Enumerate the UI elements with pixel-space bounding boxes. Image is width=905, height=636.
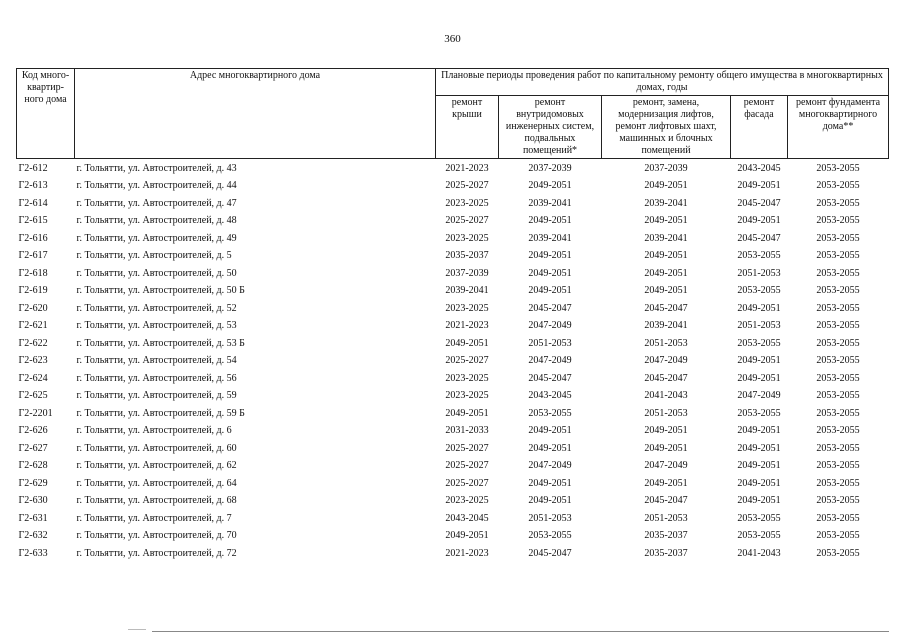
cell-roof: 2025-2027 — [445, 215, 489, 227]
scan-mark — [128, 629, 146, 630]
table-row — [17, 545, 889, 563]
cell-foundation: 2053-2055 — [816, 162, 860, 174]
cell-foundation: 2053-2055 — [816, 337, 860, 349]
table-row — [17, 283, 889, 301]
table-row — [17, 248, 889, 266]
cell-elevators: 2051-2053 — [644, 337, 688, 349]
cell-foundation: 2053-2055 — [816, 267, 860, 279]
cell-code: Г2-628 — [18, 460, 48, 472]
cell-roof: 2049-2051 — [445, 530, 489, 542]
table-row — [17, 458, 889, 476]
cell-code: Г2-617 — [18, 250, 48, 262]
cell-foundation: 2053-2055 — [816, 302, 860, 314]
cell-elevators: 2051-2053 — [644, 407, 688, 419]
cell-address: г. Тольятти, ул. Автостроителей, д. 53 — [76, 320, 237, 332]
cell-foundation: 2053-2055 — [816, 232, 860, 244]
cell-facade: 2051-2053 — [737, 320, 781, 332]
cell-systems: 2049-2051 — [528, 267, 572, 279]
cell-roof: 2021-2023 — [445, 162, 489, 174]
cell-code: Г2-630 — [18, 495, 48, 507]
cell-systems: 2049-2051 — [528, 250, 572, 262]
cell-facade: 2049-2051 — [737, 372, 781, 384]
cell-elevators: 2039-2041 — [644, 197, 688, 209]
cell-code: Г2-623 — [18, 355, 48, 367]
table-row — [17, 440, 889, 458]
cell-address: г. Тольятти, ул. Автостроителей, д. 60 — [76, 442, 237, 454]
cell-roof: 2025-2027 — [445, 355, 489, 367]
cell-elevators: 2045-2047 — [644, 495, 688, 507]
cell-systems: 2053-2055 — [528, 530, 572, 542]
table-row — [17, 335, 889, 353]
cell-address: г. Тольятти, ул. Автостроителей, д. 50 Б — [76, 285, 245, 297]
cell-elevators: 2037-2039 — [644, 162, 688, 174]
cell-elevators: 2049-2051 — [644, 250, 688, 262]
cell-roof: 2023-2025 — [445, 495, 489, 507]
cell-systems: 2047-2049 — [528, 320, 572, 332]
cell-code: Г2-620 — [18, 302, 48, 314]
cell-address: г. Тольятти, ул. Автостроителей, д. 72 — [76, 547, 237, 559]
cell-code: Г2-629 — [18, 477, 48, 489]
cell-facade: 2053-2055 — [737, 512, 781, 524]
cell-elevators: 2041-2043 — [644, 390, 688, 402]
cell-roof: 2023-2025 — [445, 372, 489, 384]
cell-systems: 2045-2047 — [528, 547, 572, 559]
cell-roof: 2035-2037 — [445, 250, 489, 262]
table-row — [17, 195, 889, 213]
cell-code: Г2-627 — [18, 442, 48, 454]
cell-elevators: 2049-2051 — [644, 215, 688, 227]
table-row — [17, 493, 889, 511]
cell-foundation: 2053-2055 — [816, 512, 860, 524]
cell-facade: 2049-2051 — [737, 425, 781, 437]
cell-foundation: 2053-2055 — [816, 425, 860, 437]
cell-code: Г2-631 — [18, 512, 48, 524]
cell-address: г. Тольятти, ул. Автостроителей, д. 44 — [76, 180, 237, 192]
cell-facade: 2051-2053 — [737, 267, 781, 279]
table-row — [17, 405, 889, 423]
cell-code: Г2-614 — [18, 197, 48, 209]
cell-code: Г2-626 — [18, 425, 48, 437]
cell-code: Г2-612 — [18, 162, 48, 174]
capital-repair-table — [16, 68, 889, 563]
cell-roof: 2039-2041 — [445, 285, 489, 297]
cell-facade: 2041-2043 — [737, 547, 781, 559]
cell-roof: 2025-2027 — [445, 442, 489, 454]
cell-address: г. Тольятти, ул. Автостроителей, д. 7 — [76, 512, 232, 524]
cell-facade: 2045-2047 — [737, 232, 781, 244]
cell-facade: 2049-2051 — [737, 302, 781, 314]
table-row — [17, 300, 889, 318]
cell-roof: 2025-2027 — [445, 180, 489, 192]
cell-systems: 2053-2055 — [528, 407, 572, 419]
cell-elevators: 2039-2041 — [644, 232, 688, 244]
table-row — [17, 213, 889, 231]
cell-elevators: 2035-2037 — [644, 547, 688, 559]
cell-roof: 2025-2027 — [445, 477, 489, 489]
cell-facade: 2049-2051 — [737, 495, 781, 507]
cell-roof: 2049-2051 — [445, 407, 489, 419]
cell-roof: 2023-2025 — [445, 197, 489, 209]
cell-elevators: 2049-2051 — [644, 285, 688, 297]
cell-roof: 2043-2045 — [445, 512, 489, 524]
cell-foundation: 2053-2055 — [816, 530, 860, 542]
header-elevators: ремонт, замена, модернизация лифтов, ремонт лифтовых шахт, машинных и блочных помещений — [602, 96, 731, 159]
cell-systems: 2049-2051 — [528, 442, 572, 454]
cell-systems: 2049-2051 — [528, 180, 572, 192]
cell-code: Г2-624 — [18, 372, 48, 384]
cell-code: Г2-619 — [18, 285, 48, 297]
cell-systems: 2037-2039 — [528, 162, 572, 174]
cell-systems: 2049-2051 — [528, 477, 572, 489]
cell-elevators: 2045-2047 — [644, 372, 688, 384]
table-row — [17, 265, 889, 283]
cell-systems: 2047-2049 — [528, 460, 572, 472]
cell-address: г. Тольятти, ул. Автостроителей, д. 52 — [76, 302, 237, 314]
table-row — [17, 475, 889, 493]
cell-facade: 2049-2051 — [737, 460, 781, 472]
cell-foundation: 2053-2055 — [816, 442, 860, 454]
table-row — [17, 178, 889, 196]
cell-address: г. Тольятти, ул. Автостроителей, д. 64 — [76, 477, 237, 489]
cell-code: Г2-633 — [18, 547, 48, 559]
cell-facade: 2053-2055 — [737, 407, 781, 419]
cell-systems: 2045-2047 — [528, 302, 572, 314]
cell-elevators: 2049-2051 — [644, 267, 688, 279]
cell-address: г. Тольятти, ул. Автостроителей, д. 43 — [76, 162, 237, 174]
cell-systems: 2045-2047 — [528, 372, 572, 384]
cell-code: Г2-613 — [18, 180, 48, 192]
cell-address: г. Тольятти, ул. Автостроителей, д. 5 — [76, 250, 232, 262]
cell-code: Г2-632 — [18, 530, 48, 542]
cell-facade: 2049-2051 — [737, 442, 781, 454]
cell-roof: 2025-2027 — [445, 460, 489, 472]
cell-roof: 2023-2025 — [445, 302, 489, 314]
cell-foundation: 2053-2055 — [816, 372, 860, 384]
bottom-rule — [152, 631, 889, 632]
cell-code: Г2-616 — [18, 232, 48, 244]
cell-foundation: 2053-2055 — [816, 285, 860, 297]
cell-facade: 2043-2045 — [737, 162, 781, 174]
cell-address: г. Тольятти, ул. Автостроителей, д. 49 — [76, 232, 237, 244]
cell-foundation: 2053-2055 — [816, 495, 860, 507]
cell-systems: 2049-2051 — [528, 425, 572, 437]
cell-roof: 2023-2025 — [445, 390, 489, 402]
header-roof: ремонт крыши — [436, 96, 499, 159]
cell-foundation: 2053-2055 — [816, 320, 860, 332]
cell-roof: 2021-2023 — [445, 547, 489, 559]
cell-facade: 2053-2055 — [737, 337, 781, 349]
cell-code: Г2-618 — [18, 267, 48, 279]
cell-elevators: 2039-2041 — [644, 320, 688, 332]
cell-address: г. Тольятти, ул. Автостроителей, д. 50 — [76, 267, 237, 279]
cell-systems: 2043-2045 — [528, 390, 572, 402]
table-row — [17, 318, 889, 336]
cell-elevators: 2035-2037 — [644, 530, 688, 542]
cell-address: г. Тольятти, ул. Автостроителей, д. 47 — [76, 197, 237, 209]
cell-address: г. Тольятти, ул. Автостроителей, д. 62 — [76, 460, 237, 472]
cell-facade: 2053-2055 — [737, 250, 781, 262]
cell-address: г. Тольятти, ул. Автостроителей, д. 70 — [76, 530, 237, 542]
header-periods: Плановые периоды проведения работ по капитальному ремонту общего имущества в многоквартирных домах, годы — [436, 69, 889, 96]
cell-foundation: 2053-2055 — [816, 215, 860, 227]
table-row — [17, 353, 889, 371]
header-address: Адрес многоквартирного дома — [75, 69, 436, 159]
cell-systems: 2051-2053 — [528, 337, 572, 349]
cell-systems: 2049-2051 — [528, 495, 572, 507]
cell-foundation: 2053-2055 — [816, 407, 860, 419]
cell-foundation: 2053-2055 — [816, 390, 860, 402]
cell-address: г. Тольятти, ул. Автостроителей, д. 56 — [76, 372, 237, 384]
cell-code: Г2-615 — [18, 215, 48, 227]
table-row — [17, 510, 889, 528]
cell-foundation: 2053-2055 — [816, 547, 860, 559]
cell-facade: 2049-2051 — [737, 355, 781, 367]
cell-roof: 2037-2039 — [445, 267, 489, 279]
cell-address: г. Тольятти, ул. Автостроителей, д. 54 — [76, 355, 237, 367]
cell-code: Г2-622 — [18, 337, 48, 349]
cell-code: Г2-621 — [18, 320, 48, 332]
cell-roof: 2021-2023 — [445, 320, 489, 332]
cell-foundation: 2053-2055 — [816, 460, 860, 472]
header-foundation: ремонт фундамента многоквартирного дома** — [788, 96, 889, 159]
cell-systems: 2039-2041 — [528, 197, 572, 209]
cell-systems: 2047-2049 — [528, 355, 572, 367]
cell-roof: 2031-2033 — [445, 425, 489, 437]
cell-foundation: 2053-2055 — [816, 180, 860, 192]
cell-systems: 2039-2041 — [528, 232, 572, 244]
table-row — [17, 370, 889, 388]
cell-elevators: 2045-2047 — [644, 302, 688, 314]
cell-facade: 2053-2055 — [737, 285, 781, 297]
cell-address: г. Тольятти, ул. Автостроителей, д. 6 — [76, 425, 232, 437]
cell-address: г. Тольятти, ул. Автостроителей, д. 59 Б — [76, 407, 245, 419]
table-row — [17, 388, 889, 406]
header-systems: ремонт внутридомовых инженерных систем, подвальных помещений* — [499, 96, 602, 159]
cell-facade: 2049-2051 — [737, 180, 781, 192]
cell-foundation: 2053-2055 — [816, 477, 860, 489]
cell-roof: 2049-2051 — [445, 337, 489, 349]
page-number: 360 — [444, 33, 461, 45]
cell-foundation: 2053-2055 — [816, 250, 860, 262]
table-row — [17, 423, 889, 441]
cell-facade: 2047-2049 — [737, 390, 781, 402]
table-row — [17, 230, 889, 248]
cell-roof: 2023-2025 — [445, 232, 489, 244]
cell-address: г. Тольятти, ул. Автостроителей, д. 59 — [76, 390, 237, 402]
cell-facade: 2045-2047 — [737, 197, 781, 209]
cell-elevators: 2051-2053 — [644, 512, 688, 524]
cell-systems: 2049-2051 — [528, 215, 572, 227]
header-code: Код много-квартир-ного дома — [17, 69, 75, 159]
cell-elevators: 2047-2049 — [644, 355, 688, 367]
cell-address: г. Тольятти, ул. Автостроителей, д. 48 — [76, 215, 237, 227]
cell-address: г. Тольятти, ул. Автостроителей, д. 53 Б — [76, 337, 245, 349]
cell-foundation: 2053-2055 — [816, 197, 860, 209]
header-facade: ремонт фасада — [731, 96, 788, 159]
cell-elevators: 2049-2051 — [644, 442, 688, 454]
cell-systems: 2051-2053 — [528, 512, 572, 524]
cell-elevators: 2049-2051 — [644, 477, 688, 489]
cell-facade: 2049-2051 — [737, 477, 781, 489]
cell-facade: 2053-2055 — [737, 530, 781, 542]
cell-facade: 2049-2051 — [737, 215, 781, 227]
cell-foundation: 2053-2055 — [816, 355, 860, 367]
cell-elevators: 2047-2049 — [644, 460, 688, 472]
cell-address: г. Тольятти, ул. Автостроителей, д. 68 — [76, 495, 237, 507]
table-row — [17, 528, 889, 546]
cell-code: Г2-625 — [18, 390, 48, 402]
cell-code: Г2-2201 — [18, 407, 53, 419]
cell-systems: 2049-2051 — [528, 285, 572, 297]
cell-elevators: 2049-2051 — [644, 180, 688, 192]
cell-elevators: 2049-2051 — [644, 425, 688, 437]
table-row — [17, 159, 889, 178]
